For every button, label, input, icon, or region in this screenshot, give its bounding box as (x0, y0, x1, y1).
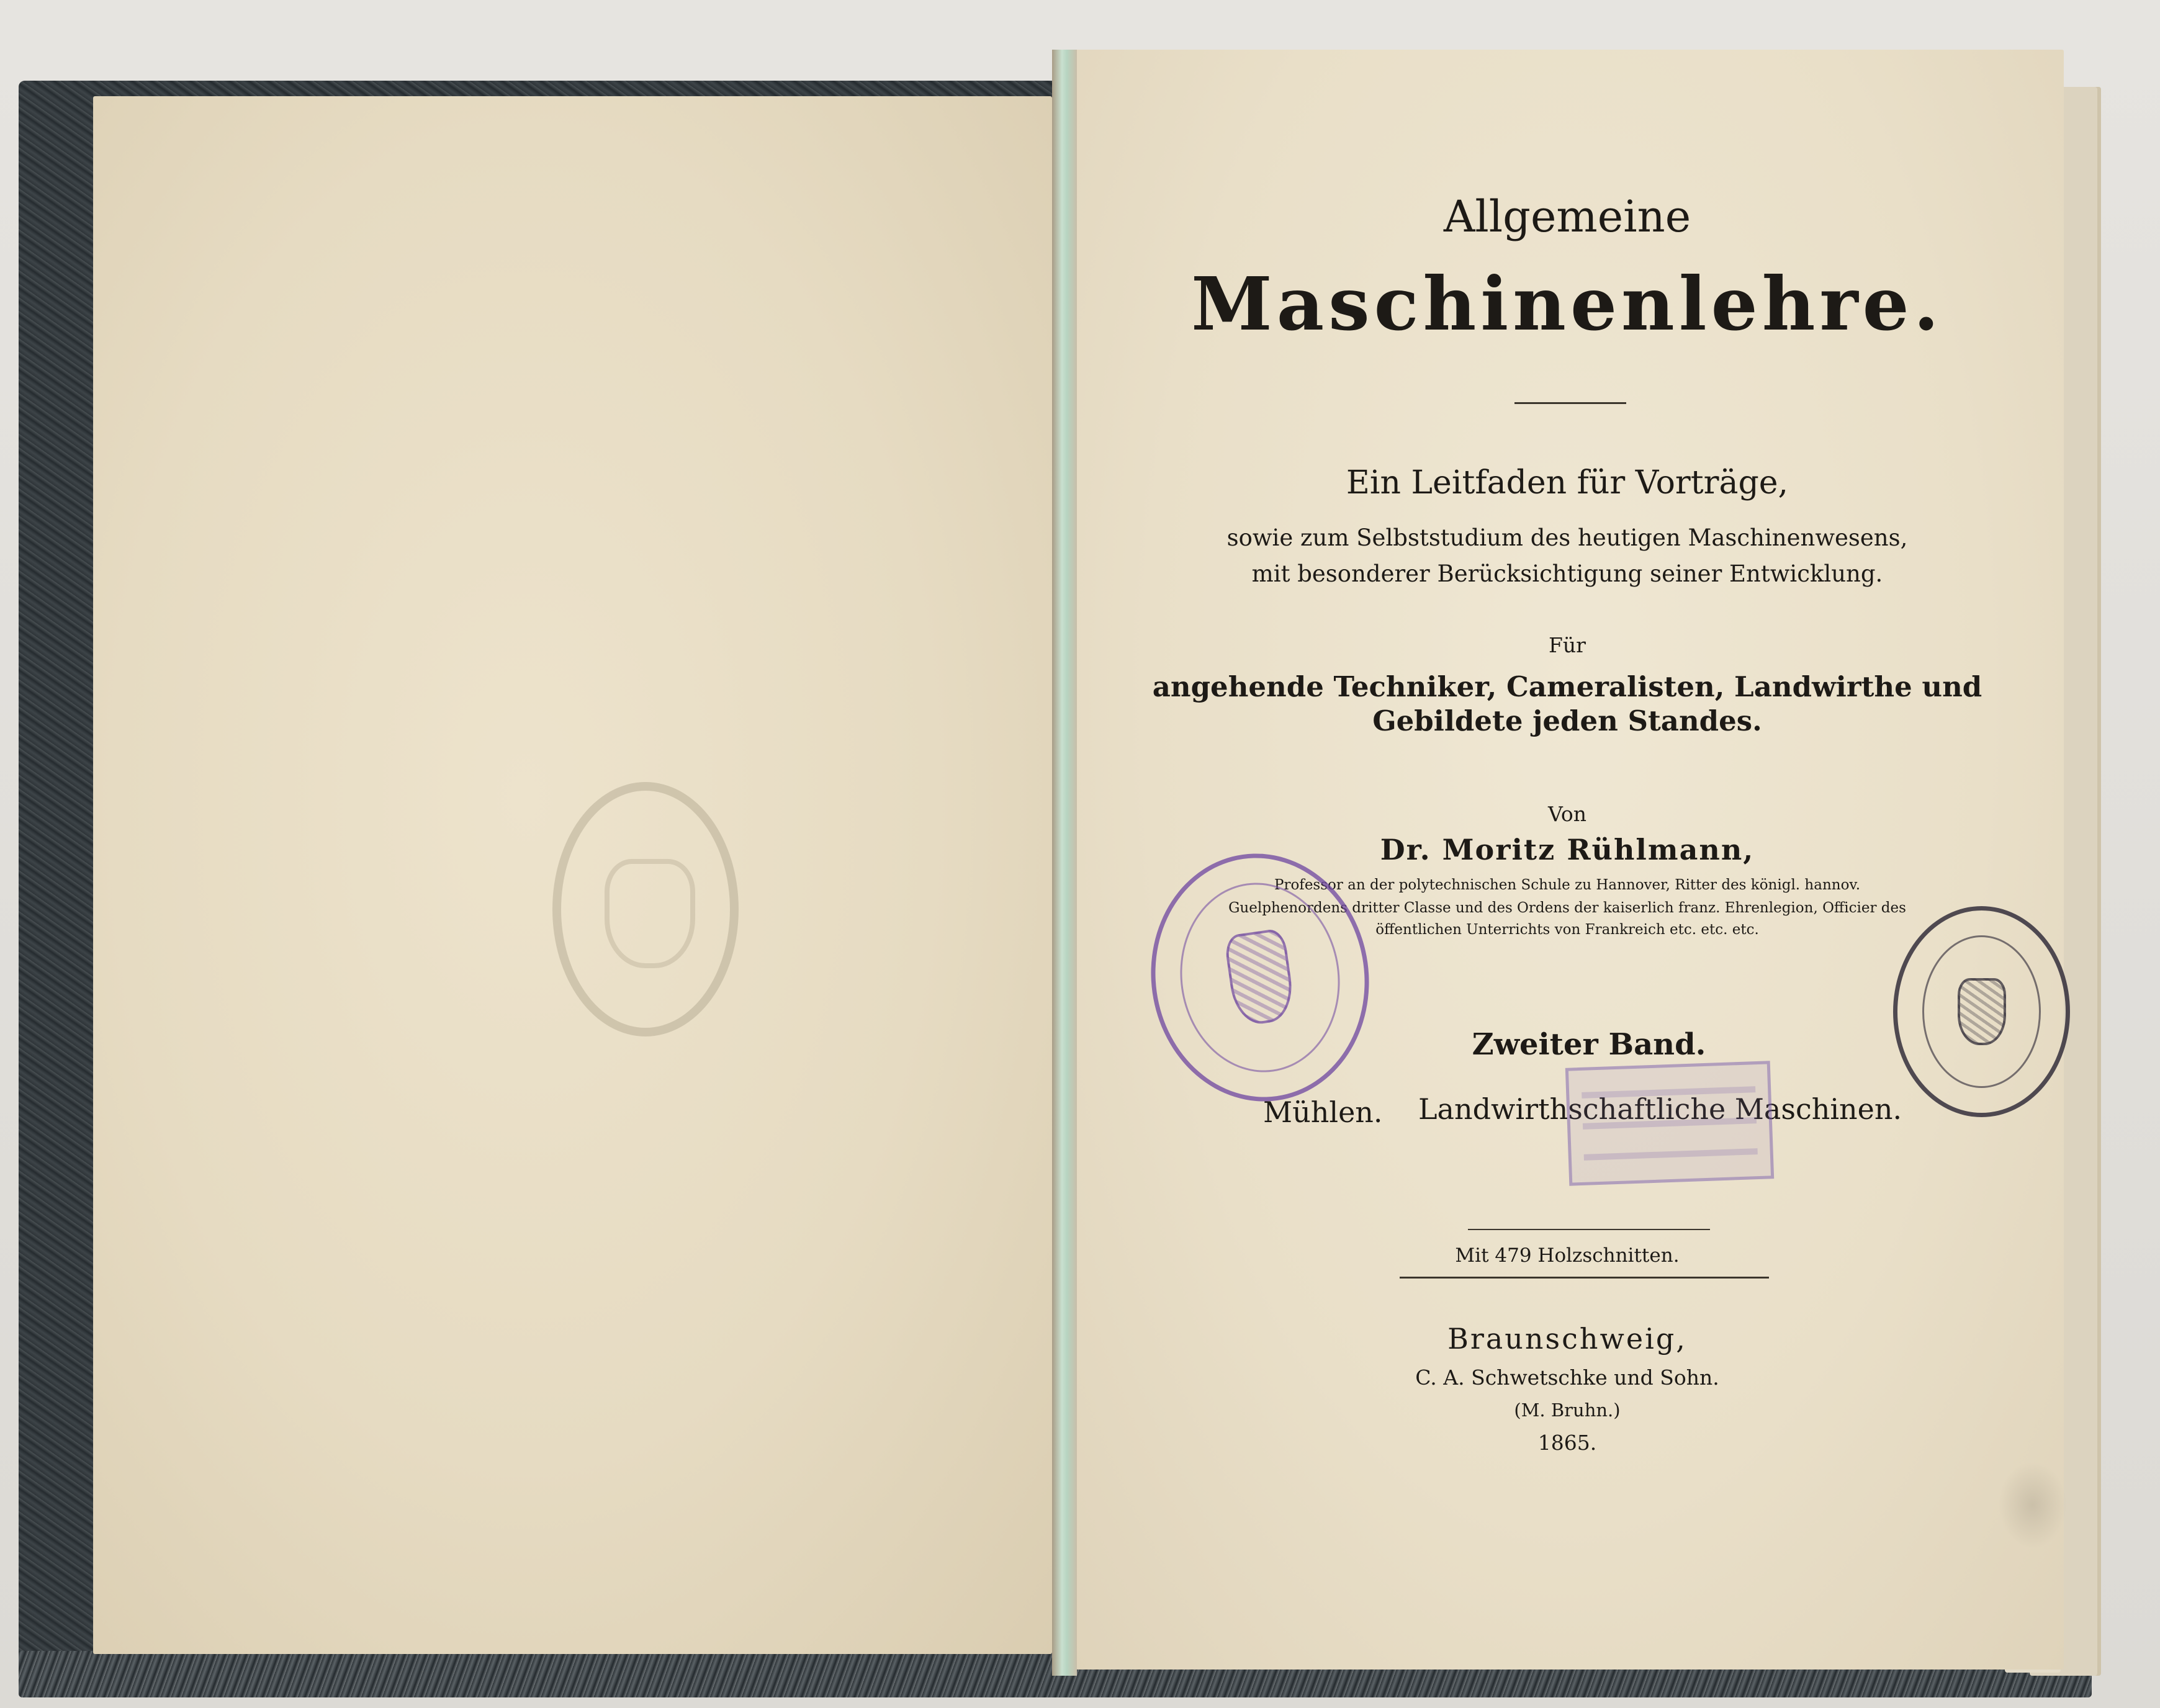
publication-place: Braunschweig, (1447, 1322, 1687, 1355)
divider-above-illustrations (1468, 1229, 1710, 1230)
library-stamp-right (1893, 906, 2070, 1117)
faded-stamp-crest (605, 859, 695, 968)
author-credentials-line-2: Guelphenordens dritter Classe und des Ordens der kaiserlich franz. Ehrenlegion, Officier des (1228, 900, 1906, 916)
page-stain (1999, 1462, 2067, 1548)
rectangular-stamp (1565, 1061, 1774, 1185)
publication-year: 1865. (1537, 1431, 1597, 1455)
title-divider (1514, 402, 1626, 404)
description-line-1: sowie zum Selbststudium des heutigen Maschinenwesens, (1226, 524, 1908, 551)
title-large: Maschinenlehre. (1191, 261, 1943, 347)
author-credentials-line-1: Professor an der polytechnischen Schule zu Hannover, Ritter des königl. hannov. (1274, 877, 1861, 893)
left-endpaper-page (93, 96, 1052, 1654)
author-name: Dr. Moritz Rühlmann, (1380, 833, 1755, 866)
topic-mills: Mühlen. (1263, 1095, 1383, 1129)
divider-below-illustrations (1400, 1277, 1769, 1279)
topic-agricultural-machines: Landwirthschaftliche Maschinen. (1418, 1092, 1902, 1126)
illustrations-note: Mit 479 Holzschnitten. (1455, 1244, 1680, 1267)
stamp-text-bar (1584, 1148, 1758, 1161)
publisher-name: C. A. Schwetschke und Sohn. (1415, 1365, 1719, 1390)
coat-of-arms-icon (1958, 978, 2006, 1045)
subtitle: Ein Leitfaden für Vorträge, (1346, 464, 1789, 501)
title-small: Allgemeine (1443, 191, 1691, 242)
stamp-text-bar (1582, 1086, 1755, 1099)
description-line-2: mit besonderer Berücksichtigung seiner Entwicklung. (1251, 560, 1883, 587)
author-credentials-line-3: öffentlichen Unterrichts von Frankreich etc. etc. etc. (1375, 922, 1759, 938)
for-label: Für (1549, 633, 1586, 657)
stamp-text-bar (1583, 1117, 1757, 1130)
by-label: Von (1548, 802, 1586, 826)
audience-line-1: angehende Techniker, Cameralisten, Landwirthe und (1152, 670, 1982, 703)
volume-label: Zweiter Band. (1472, 1027, 1706, 1062)
publisher-note: (M. Bruhn.) (1514, 1400, 1621, 1421)
faded-library-stamp (552, 782, 739, 1036)
audience-line-2: Gebildete jeden Standes. (1372, 704, 1762, 737)
